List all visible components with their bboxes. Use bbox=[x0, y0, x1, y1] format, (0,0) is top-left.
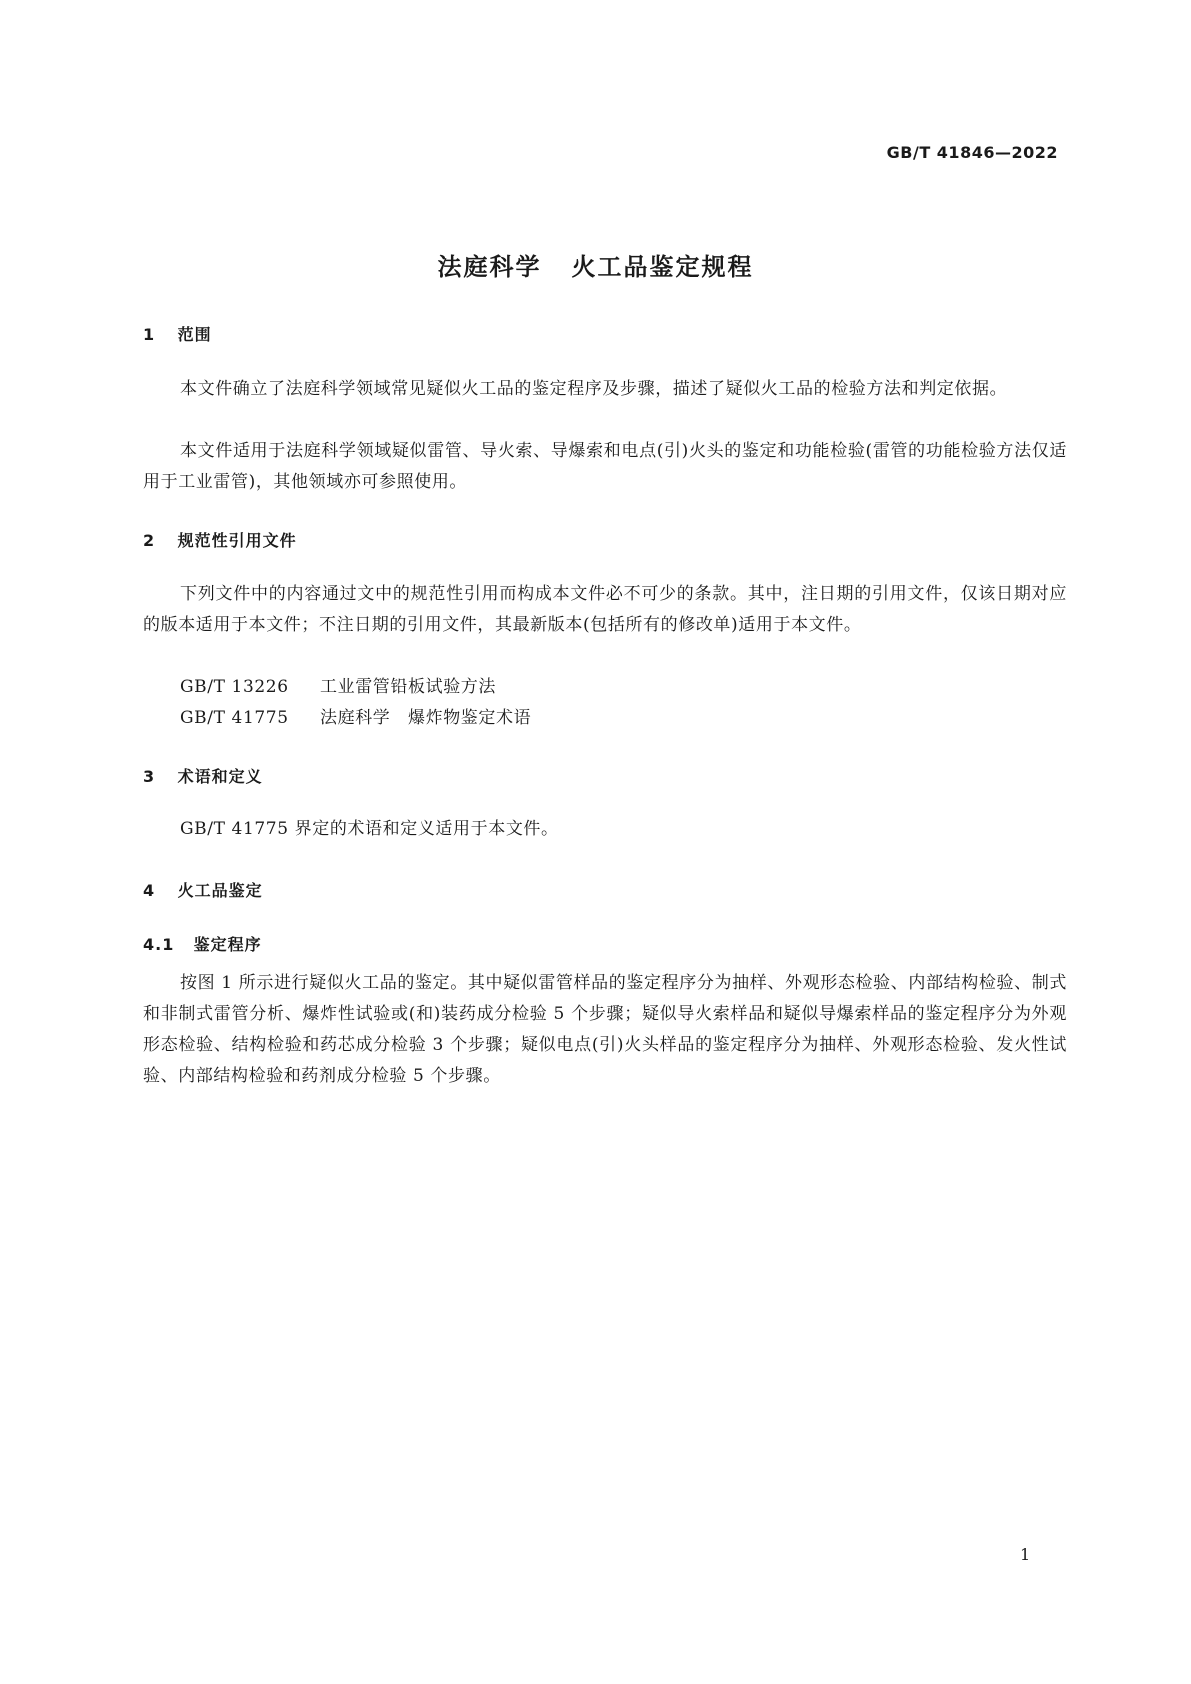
reference-code: GB/T 41775 bbox=[180, 708, 289, 728]
reference-title: 法庭科学 爆炸物鉴定术语 bbox=[320, 708, 532, 728]
paragraph: 本文件确立了法庭科学领域常见疑似火工品的鉴定程序及步骤，描述了疑似火工品的检验方法和判定依据。 bbox=[180, 379, 1008, 399]
section-heading-3 bbox=[143, 764, 263, 787]
section-number: 1 bbox=[143, 325, 156, 344]
page-number: 1 bbox=[1020, 1545, 1031, 1564]
reference-item bbox=[180, 672, 496, 703]
section-number: 4.1 bbox=[143, 935, 175, 954]
section-heading-4 bbox=[143, 878, 263, 901]
section-title: 火工品鉴定 bbox=[177, 881, 263, 900]
paragraph: 下列文件中的内容通过文中的规范性引用而构成本文件必不可少的条款。其中，注日期的引用文件，仅该日期对应的版本适用于本文件；不注日期的引用文件，其最新版本(包括所有的修改单)适用于本文件。 bbox=[143, 584, 1067, 635]
section-heading-2 bbox=[143, 528, 297, 551]
section-number: 3 bbox=[143, 767, 156, 786]
document-title-part1: 法庭科学 bbox=[437, 253, 542, 281]
reference-title: 工业雷管铅板试验方法 bbox=[320, 677, 496, 697]
section-title: 规范性引用文件 bbox=[177, 531, 297, 550]
section-heading-4-1 bbox=[143, 932, 262, 955]
section-number: 2 bbox=[143, 531, 156, 550]
document-title-part2: 火工品鉴定规程 bbox=[571, 253, 754, 281]
section-title: 术语和定义 bbox=[177, 767, 263, 786]
section-title: 范围 bbox=[177, 325, 212, 344]
section-title: 鉴定程序 bbox=[193, 935, 262, 954]
reference-item bbox=[180, 703, 531, 734]
paragraph: 按图 1 所示进行疑似火工品的鉴定。其中疑似雷管样品的鉴定程序分为抽样、外观形态检验、内部结构检验、制式和非制式雷管分析、爆炸性试验或(和)装药成分检验 5 个步骤；疑似导火索样品和疑似导爆索样品的鉴定程序分为外观形态检验、结构检验和药芯成分检验 3 个步骤；疑似电点(引)火头样品的鉴定程序分为抽样、外观形态检验、发火性试验、内部结构检验和药剂成分检验 5 个步骤。 bbox=[143, 973, 1067, 1086]
section-number: 4 bbox=[143, 881, 156, 900]
paragraph: 本文件适用于法庭科学领域疑似雷管、导火索、导爆索和电点(引)火头的鉴定和功能检验(雷管的功能检验方法仅适用于工业雷管)，其他领域亦可参照使用。 bbox=[143, 441, 1067, 492]
standard-code: GB/T 41846—2022 bbox=[886, 143, 1058, 162]
section-heading-1 bbox=[143, 322, 212, 345]
document-title bbox=[0, 247, 1191, 282]
paragraph: GB/T 41775 界定的术语和定义适用于本文件。 bbox=[180, 819, 559, 839]
reference-code: GB/T 13226 bbox=[180, 677, 289, 697]
